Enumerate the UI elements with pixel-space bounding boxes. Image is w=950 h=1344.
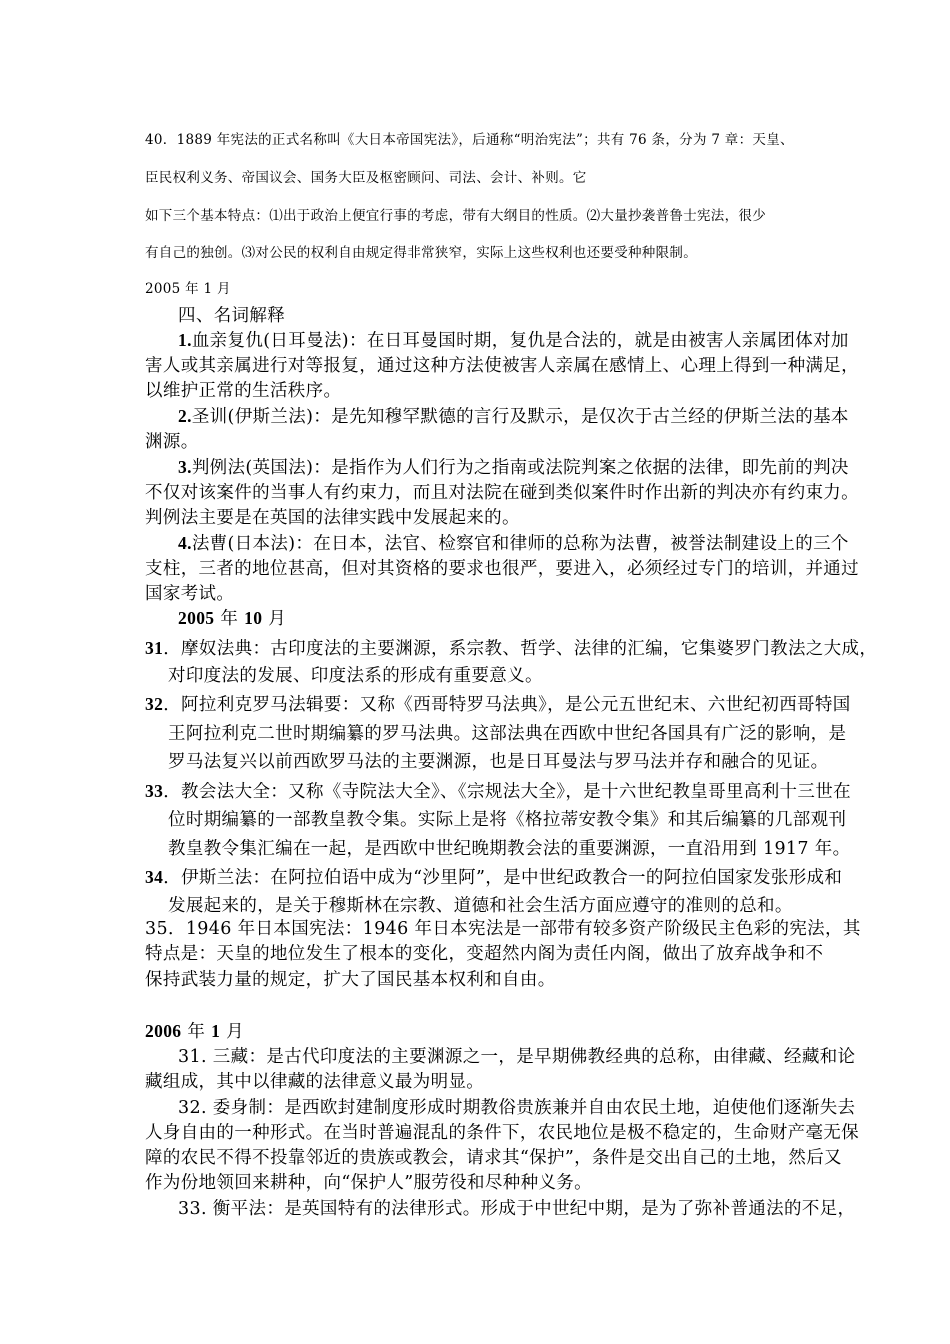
term-1-line-2: 害人或其亲属进行对等报复，通过这种方法使被害人亲属在感情上、心理上得到一种满足， bbox=[145, 356, 859, 376]
item-2006-33-line-1: 33. 衡平法：是英国特有的法律形式。形成于中世纪中期，是为了弥补普通法的不足， bbox=[178, 1199, 856, 1219]
item-32-line-1: 32．阿拉利克罗马法辑要：又称《西哥特罗马法典》，是公元五世纪末、六世纪初西哥特国 bbox=[145, 694, 851, 715]
item-33-line-3: 教皇教令集汇编在一起，是西欧中世纪晚期教会法的重要渊源，一直沿用到 1917 年。 bbox=[168, 839, 851, 859]
paragraph-40-line-3: 如下三个基本特点：⑴出于政治上便宜行事的考虑，带有大纲目的性质。⑵大量抄袭普鲁士宪法，很少 bbox=[145, 208, 766, 224]
item-2006-32-line-2: 人身自由的一种形式。在当时普遍混乱的条件下，农民地位是极不稳定的，生命财产毫无保 bbox=[145, 1123, 859, 1143]
section-heading: 四、名词解释 bbox=[178, 306, 286, 326]
term-1-line-3: 以维护正常的生活秩序。 bbox=[145, 381, 342, 401]
item-35-line-1: 35．1946 年日本国宪法：1946 年日本宪法是一部带有较多资产阶级民主色彩的宪法，其 bbox=[145, 919, 861, 939]
term-4-line-2: 支柱，三者的地位甚高，但对其资格的要求也很严，要进入，必须经过专门的培训，并通过 bbox=[145, 559, 859, 579]
date-2005-01: 2005 年 1 月 bbox=[145, 281, 231, 297]
term-2-line-2: 渊源。 bbox=[145, 432, 199, 452]
paragraph-40-line-1: 40．1889 年宪法的正式名称叫《大日本帝国宪法》，后通称“明治宪法”；共有 76 条，分为 7 章：天皇、 bbox=[145, 132, 794, 148]
item-31-line-1: 31．摩奴法典：古印度法的主要渊源，系宗教、哲学、法律的汇编，它集婆罗门教法之大成， bbox=[145, 638, 878, 659]
term-3-line-3: 判例法主要是在英国的法律实践中发展起来的。 bbox=[145, 508, 520, 528]
term-4-line-1: 4.法曹(日本法)：在日本，法官、检察官和律师的总称为法曹，被誉法制建设上的三个 bbox=[178, 533, 849, 554]
date-2005-10: 2005 年 10 月 bbox=[178, 608, 287, 629]
term-1-line-1: 1.血亲复仇(日耳曼法)：在日耳曼国时期，复仇是合法的，就是由被害人亲属团体对加 bbox=[178, 330, 849, 351]
paragraph-40-line-4: 有自己的独创。⑶对公民的权利自由规定得非常狭窄，实际上这些权利也还要受种种限制。 bbox=[145, 245, 697, 261]
term-3-line-2: 不仅对该案件的当事人有约束力，而且对法院在碰到类似案件时作出新的判决亦有约束力。 bbox=[145, 483, 859, 503]
item-33-line-1: 33．教会法大全：又称《寺院法大全》、《宗规法大全》，是十六世纪教皇哥里高利十三世在 bbox=[145, 781, 851, 802]
item-32-line-2: 王阿拉利克二世时期编纂的罗马法典。这部法典在西欧中世纪各国具有广泛的影响，是 bbox=[168, 724, 847, 744]
term-4-line-3: 国家考试。 bbox=[145, 584, 235, 604]
item-34-line-2: 发展起来的，是关于穆斯林在宗教、道德和社会生活方面应遵守的准则的总和。 bbox=[168, 896, 793, 916]
item-33-line-2: 位时期编纂的一部教皇教令集。实际上是将《格拉蒂安教令集》和其后编纂的几部观刊 bbox=[168, 810, 847, 830]
item-35-line-2: 特点是：天皇的地位发生了根本的变化，变超然内阁为责任内阁，做出了放弃战争和不 bbox=[145, 944, 824, 964]
item-2006-31-line-1: 31. 三藏：是古代印度法的主要渊源之一，是早期佛教经典的总称，由律藏、经藏和论 bbox=[178, 1047, 856, 1067]
item-32-line-3: 罗马法复兴以前西欧罗马法的主要渊源，也是日耳曼法与罗马法并存和融合的见证。 bbox=[168, 752, 829, 772]
item-2006-32-line-3: 障的农民不得不投靠邻近的贵族或教会，请求其“保护”，条件是交出自己的土地，然后又 bbox=[145, 1148, 842, 1168]
item-2006-32-line-1: 32. 委身制：是西欧封建制度形成时期教俗贵族兼并自由农民土地，迫使他们逐渐失去 bbox=[178, 1098, 856, 1118]
item-31-line-2: 对印度法的发展、印度法系的形成有重要意义。 bbox=[168, 666, 543, 686]
item-2006-31-line-2: 藏组成，其中以律藏的法律意义最为明显。 bbox=[145, 1072, 485, 1092]
date-2006-01: 2006 年 1 月 bbox=[145, 1021, 244, 1042]
item-34-line-1: 34．伊斯兰法：在阿拉伯语中成为“沙里阿”，是中世纪政教合一的阿拉伯国家发张形成和 bbox=[145, 867, 843, 888]
term-2-line-1: 2.圣训(伊斯兰法)：是先知穆罕默德的言行及默示，是仅次于古兰经的伊斯兰法的基本 bbox=[178, 406, 849, 427]
item-35-line-3: 保持武装力量的规定，扩大了国民基本权利和自由。 bbox=[145, 970, 556, 990]
item-2006-32-line-4: 作为份地领回来耕种，向“保护人”服劳役和尽种种义务。 bbox=[145, 1173, 592, 1193]
term-3-line-1: 3.判例法(英国法)：是指作为人们行为之指南或法院判案之依据的法律，即先前的判决 bbox=[178, 457, 849, 478]
paragraph-40-line-2: 臣民权利义务、帝国议会、国务大臣及枢密顾问、司法、会计、补则。它 bbox=[145, 170, 587, 186]
